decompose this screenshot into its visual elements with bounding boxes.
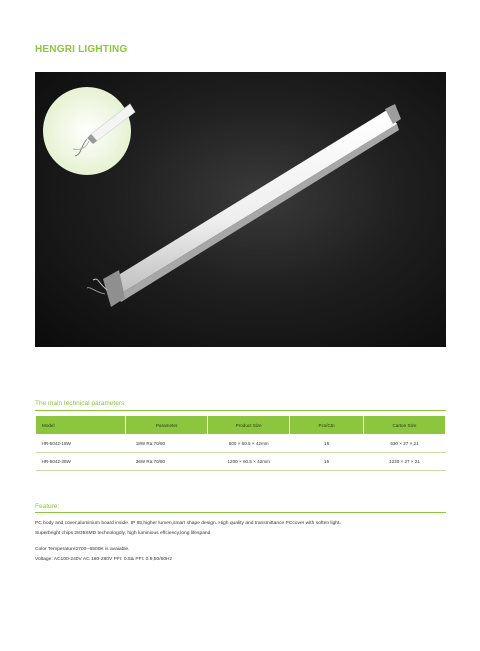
table-cell: 15 bbox=[290, 435, 364, 453]
table-row bbox=[36, 435, 446, 453]
technical-parameters-table bbox=[35, 415, 446, 471]
feature-line: Superbright chips 2835SMD technologoly, high luminious effciency,long lifespand. bbox=[35, 531, 212, 536]
table-cell: 36W Ra:70/80 bbox=[126, 453, 208, 471]
table-row bbox=[36, 453, 446, 471]
table-cell: 600 × 60.5 × 42mm bbox=[208, 435, 290, 453]
table-cell: 18W Ra:70/80 bbox=[126, 435, 208, 453]
table-cell: HR-6042-18W bbox=[36, 435, 126, 453]
table-header-row bbox=[36, 416, 446, 435]
column-header: Model bbox=[36, 416, 126, 435]
column-header: Pcs/Ctn bbox=[290, 416, 364, 435]
table-cell: 630 × 27 × 21 bbox=[363, 435, 445, 453]
feature-title-rule bbox=[35, 512, 446, 513]
table-cell: 15 bbox=[290, 453, 364, 471]
column-header: Parameter bbox=[126, 416, 208, 435]
table-cell: 1230 × 27 × 21 bbox=[363, 453, 445, 471]
brand-title: HENGRI LIGHTING bbox=[35, 44, 128, 55]
technical-title-rule bbox=[35, 410, 446, 411]
product-photo bbox=[35, 72, 446, 347]
column-header: Carton Size bbox=[363, 416, 445, 435]
technical-parameters-title: The main technical parameters bbox=[35, 400, 125, 407]
detail-inset-circle bbox=[43, 87, 131, 175]
table-cell: 1200 × 60.5 × 42mm bbox=[208, 453, 290, 471]
feature-line: PC body and cover,aluminium board inside. IP 65,higher lumen,smart shape design. High quality and transmittance PCcover with soften light. bbox=[35, 521, 341, 526]
table-cell: HR-6042-36W bbox=[36, 453, 126, 471]
feature-line: Color Temperature2700--6500K is avaiable. bbox=[35, 547, 130, 552]
column-header: Product Size bbox=[208, 416, 290, 435]
main-tube-light bbox=[87, 104, 401, 307]
feature-title: Feature: bbox=[35, 503, 60, 510]
feature-line: Voltage: AC100-240V AC 180-280V PFI: 0.5& PFI: 0.9,50/60Hz bbox=[35, 557, 173, 562]
